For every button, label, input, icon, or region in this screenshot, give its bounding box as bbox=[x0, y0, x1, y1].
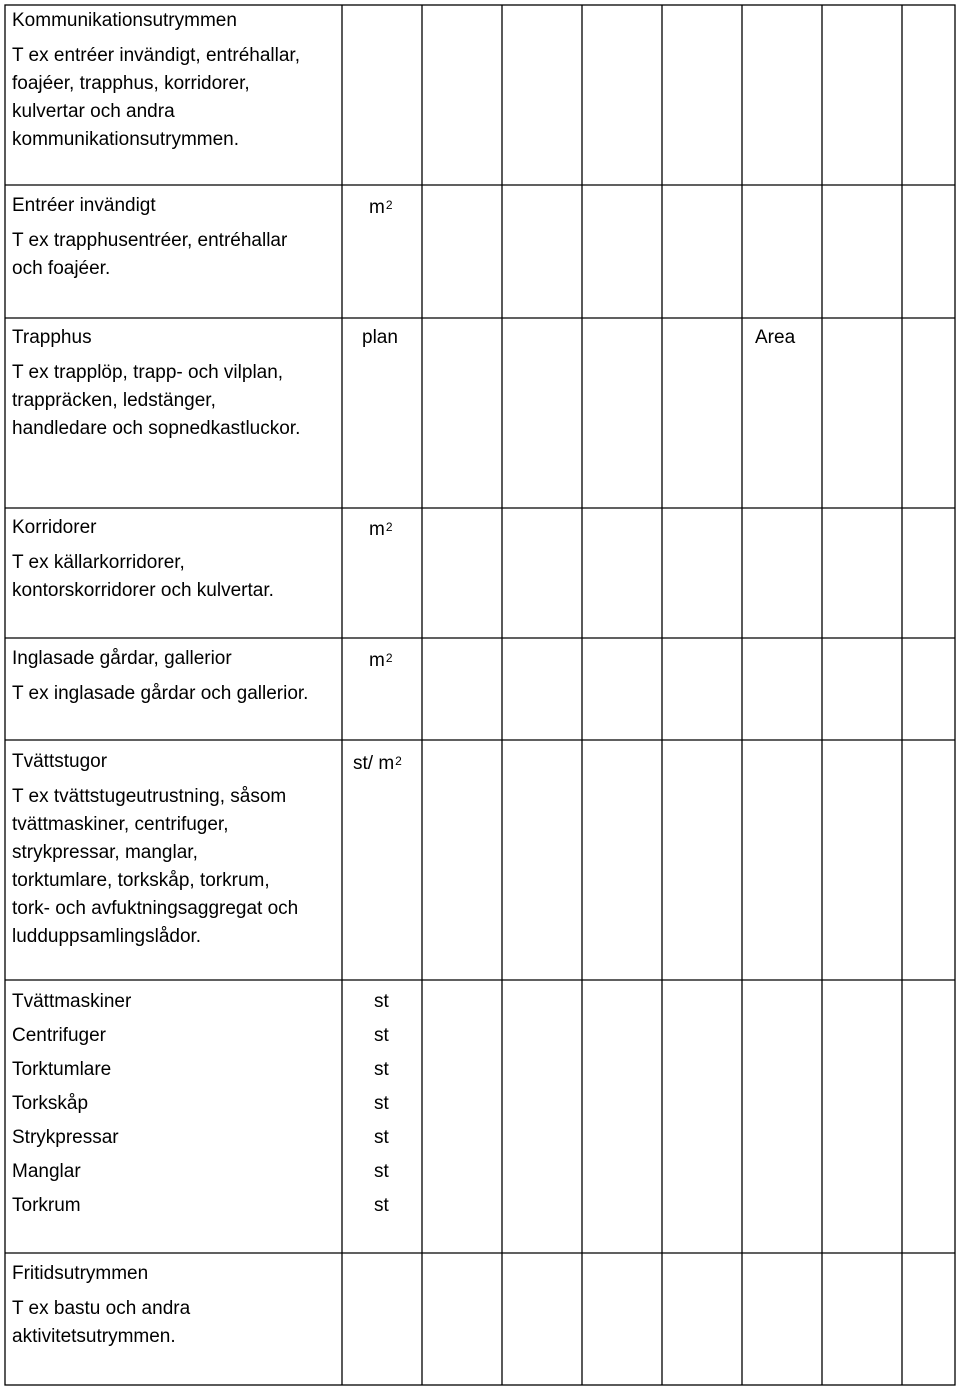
row-desc-line: kontorskorridorer och kulvertar. bbox=[12, 580, 274, 601]
unit-label: $m^2$ bbox=[369, 197, 393, 218]
row-entreer bbox=[12, 192, 287, 283]
area-label: Area bbox=[755, 327, 796, 348]
row-desc-line: T ex trapplöp, trapp- och vilplan, bbox=[12, 362, 284, 383]
row-desc-line: T ex entréer invändigt, entréhallar, bbox=[12, 45, 300, 66]
row-desc-line: och foajéer. bbox=[12, 258, 111, 279]
row-fritidsutrymmen bbox=[12, 1260, 190, 1351]
row-desc-line: kommunikationsutrymmen. bbox=[12, 129, 240, 150]
row-title: Kommunikationsutrymmen bbox=[12, 10, 237, 31]
row-title: Trapphus bbox=[12, 327, 92, 348]
row-title: Entréer invändigt bbox=[12, 195, 156, 216]
unit-label: $m^2$ bbox=[369, 519, 393, 540]
row-desc-line: tork- och avfuktningsaggregat och bbox=[12, 898, 299, 919]
row-desc-line: foajéer, trapphus, korridorer, bbox=[12, 73, 250, 94]
unit-label: $m^2$ bbox=[369, 650, 393, 671]
row-desc-line: torktumlare, torkskåp, torkrum, bbox=[12, 870, 270, 891]
unit-label: st/ $m^2$ bbox=[353, 753, 402, 774]
row-desc-line: T ex inglasade gårdar och gallerior. bbox=[12, 683, 309, 704]
row-trapphus bbox=[12, 324, 300, 443]
row-desc-line: T ex källarkorridorer, bbox=[12, 552, 185, 573]
row-inglasade-gardar bbox=[12, 645, 308, 708]
row-desc-line: tvättmaskiner, centrifuger, bbox=[12, 814, 229, 835]
list-item: Tvättmaskiner bbox=[12, 991, 132, 1012]
row-kommunikationsutrymmen bbox=[12, 7, 300, 154]
unit-label: st bbox=[374, 1195, 389, 1216]
list-item: Torktumlare bbox=[12, 1059, 112, 1080]
row-desc-line: ludduppsamlingslådor. bbox=[12, 926, 202, 947]
row-title: Tvättstugor bbox=[12, 751, 108, 772]
row-title: Korridorer bbox=[12, 517, 97, 538]
row-title: Fritidsutrymmen bbox=[12, 1263, 149, 1284]
unit-label: st bbox=[374, 1127, 389, 1148]
unit-label: st bbox=[374, 1093, 389, 1114]
row-desc-line: handledare och sopnedkastluckor. bbox=[12, 418, 301, 439]
unit-label: st bbox=[374, 1161, 389, 1182]
unit-label: plan bbox=[362, 327, 398, 348]
row-desc-line: T ex trapphusentréer, entréhallar bbox=[12, 230, 288, 251]
list-item: Torkrum bbox=[12, 1195, 81, 1216]
row-tvattutrustning-list bbox=[12, 985, 131, 1223]
row-tvattstugor bbox=[12, 748, 298, 951]
row-korridorer bbox=[12, 514, 274, 605]
list-item: Strykpressar bbox=[12, 1127, 119, 1148]
row-desc-line: trappräcken, ledstänger, bbox=[12, 390, 216, 411]
unit-label: st bbox=[374, 1059, 389, 1080]
row-title: Inglasade gårdar, gallerior bbox=[12, 648, 232, 669]
row-desc-line: T ex bastu och andra bbox=[12, 1298, 191, 1319]
list-units bbox=[374, 985, 389, 1223]
row-desc-line: strykpressar, manglar, bbox=[12, 842, 198, 863]
list-item: Centrifuger bbox=[12, 1025, 106, 1046]
row-desc-line: kulvertar och andra bbox=[12, 101, 175, 122]
unit-label: st bbox=[374, 991, 389, 1012]
list-item: Manglar bbox=[12, 1161, 81, 1182]
unit-label: st bbox=[374, 1025, 389, 1046]
list-item: Torkskåp bbox=[12, 1093, 89, 1114]
row-desc-line: aktivitetsutrymmen. bbox=[12, 1326, 176, 1347]
row-desc-line: T ex tvättstugeutrustning, såsom bbox=[12, 786, 287, 807]
